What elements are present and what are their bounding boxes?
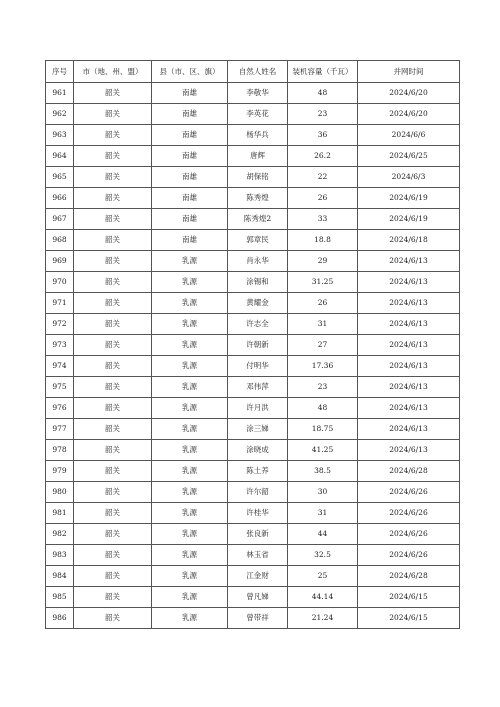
cell-county: 南雄 [152,146,228,167]
cell-county: 南雄 [152,167,228,188]
table-row [46,314,460,335]
cell-county: 乳源 [152,377,228,398]
cell-person-name: 林玉省 [228,545,288,566]
cell-capacity: 38.5 [288,461,358,482]
cell-city: 韶关 [74,503,152,524]
cell-index: 985 [46,587,74,608]
cell-capacity: 27 [288,335,358,356]
cell-city: 韶关 [74,461,152,482]
cell-county: 乳源 [152,293,228,314]
cell-grid-date: 2024/6/3 [358,167,460,188]
cell-person-name: 肖永华 [228,251,288,272]
cell-county: 乳源 [152,335,228,356]
cell-person-name: 涂三娣 [228,419,288,440]
cell-index: 968 [46,230,74,251]
cell-index: 978 [46,440,74,461]
cell-capacity: 30 [288,482,358,503]
cell-person-name: 涂锡和 [228,272,288,293]
cell-capacity: 48 [288,398,358,419]
cell-person-name: 许尔韶 [228,482,288,503]
table-row [46,104,460,125]
cell-person-name: 涂晓成 [228,440,288,461]
cell-index: 973 [46,335,74,356]
cell-capacity: 26 [288,293,358,314]
cell-city: 韶关 [74,104,152,125]
table-row [46,167,460,188]
cell-grid-date: 2024/6/20 [358,83,460,104]
table-row [46,608,460,629]
cell-index: 980 [46,482,74,503]
table-row [46,545,460,566]
cell-grid-date: 2024/6/6 [358,125,460,146]
table-row [46,293,460,314]
table-row [46,146,460,167]
cell-grid-date: 2024/6/13 [358,314,460,335]
table-row [46,398,460,419]
cell-city: 韶关 [74,83,152,104]
cell-city: 韶关 [74,314,152,335]
cell-grid-date: 2024/6/26 [358,524,460,545]
cell-county: 南雄 [152,125,228,146]
cell-index: 970 [46,272,74,293]
cell-person-name: 李英花 [228,104,288,125]
cell-capacity: 23 [288,104,358,125]
cell-county: 乳源 [152,503,228,524]
cell-city: 韶关 [74,293,152,314]
cell-city: 韶关 [74,356,152,377]
cell-index: 964 [46,146,74,167]
cell-person-name: 曾凡娣 [228,587,288,608]
table-row [46,272,460,293]
table-row [46,377,460,398]
cell-index: 962 [46,104,74,125]
cell-grid-date: 2024/6/13 [358,398,460,419]
cell-grid-date: 2024/6/28 [358,461,460,482]
cell-county: 南雄 [152,104,228,125]
cell-grid-date: 2024/6/26 [358,545,460,566]
cell-person-name: 陈秀煌 [228,188,288,209]
cell-index: 963 [46,125,74,146]
cell-capacity: 22 [288,167,358,188]
cell-city: 韶关 [74,545,152,566]
cell-index: 986 [46,608,74,629]
cell-capacity: 17.36 [288,356,358,377]
cell-capacity: 29 [288,251,358,272]
cell-city: 韶关 [74,230,152,251]
cell-index: 965 [46,167,74,188]
cell-person-name: 许志全 [228,314,288,335]
cell-grid-date: 2024/6/13 [358,356,460,377]
cell-index: 984 [46,566,74,587]
cell-capacity: 31 [288,314,358,335]
cell-capacity: 48 [288,83,358,104]
cell-city: 韶关 [74,251,152,272]
cell-grid-date: 2024/6/18 [358,230,460,251]
cell-index: 975 [46,377,74,398]
table-row [46,125,460,146]
cell-capacity: 25 [288,566,358,587]
cell-grid-date: 2024/6/13 [358,377,460,398]
cell-county: 南雄 [152,230,228,251]
cell-capacity: 26 [288,188,358,209]
cell-city: 韶关 [74,608,152,629]
table-row [46,419,460,440]
cell-index: 981 [46,503,74,524]
cell-capacity: 26.2 [288,146,358,167]
cell-index: 961 [46,83,74,104]
cell-grid-date: 2024/6/20 [358,104,460,125]
cell-capacity: 31 [288,503,358,524]
cell-city: 韶关 [74,125,152,146]
table-row [46,524,460,545]
pv-connection-table [45,60,460,629]
cell-index: 979 [46,461,74,482]
cell-grid-date: 2024/6/19 [358,209,460,230]
table-row [46,356,460,377]
cell-index: 971 [46,293,74,314]
table-row [46,251,460,272]
cell-county: 乳源 [152,440,228,461]
cell-city: 韶关 [74,440,152,461]
cell-person-name: 唐辉 [228,146,288,167]
table-row [46,440,460,461]
cell-county: 乳源 [152,587,228,608]
cell-capacity: 21.24 [288,608,358,629]
table-row [46,230,460,251]
cell-index: 974 [46,356,74,377]
cell-city: 韶关 [74,482,152,503]
cell-person-name: 邓伟萍 [228,377,288,398]
cell-grid-date: 2024/6/28 [358,566,460,587]
cell-capacity: 31.25 [288,272,358,293]
cell-person-name: 黄耀金 [228,293,288,314]
cell-grid-date: 2024/6/26 [358,503,460,524]
cell-grid-date: 2024/6/25 [358,146,460,167]
cell-capacity: 36 [288,125,358,146]
cell-county: 南雄 [152,83,228,104]
cell-county: 乳源 [152,419,228,440]
cell-capacity: 32.5 [288,545,358,566]
cell-index: 972 [46,314,74,335]
cell-index: 967 [46,209,74,230]
table-row [46,209,460,230]
cell-grid-date: 2024/6/13 [358,293,460,314]
cell-city: 韶关 [74,419,152,440]
cell-person-name: 许朝新 [228,335,288,356]
cell-index: 983 [46,545,74,566]
table-row [46,587,460,608]
cell-county: 乳源 [152,314,228,335]
cell-index: 966 [46,188,74,209]
table-row [46,566,460,587]
table-row [46,83,460,104]
cell-city: 韶关 [74,377,152,398]
cell-person-name: 曾带祥 [228,608,288,629]
cell-city: 韶关 [74,146,152,167]
cell-city: 韶关 [74,524,152,545]
cell-county: 乳源 [152,398,228,419]
cell-county: 乳源 [152,482,228,503]
table-row [46,503,460,524]
cell-grid-date: 2024/6/13 [358,272,460,293]
table-row [46,461,460,482]
cell-capacity: 18.8 [288,230,358,251]
cell-person-name: 杨华兵 [228,125,288,146]
cell-county: 乳源 [152,524,228,545]
cell-person-name: 许月洪 [228,398,288,419]
cell-capacity: 44 [288,524,358,545]
cell-city: 韶关 [74,587,152,608]
cell-person-name: 许桂华 [228,503,288,524]
cell-person-name: 江金财 [228,566,288,587]
cell-person-name: 陈土养 [228,461,288,482]
cell-grid-date: 2024/6/19 [358,188,460,209]
cell-city: 韶关 [74,272,152,293]
cell-index: 976 [46,398,74,419]
header-capacity: 装机容量（千瓦） [288,61,358,83]
cell-city: 韶关 [74,167,152,188]
cell-city: 韶关 [74,398,152,419]
header-index: 序号 [46,61,74,83]
cell-county: 南雄 [152,209,228,230]
cell-person-name: 李敬华 [228,83,288,104]
cell-capacity: 23 [288,377,358,398]
cell-county: 乳源 [152,545,228,566]
cell-city: 韶关 [74,335,152,356]
cell-person-name: 付明华 [228,356,288,377]
table-row [46,188,460,209]
header-person-name: 自然人姓名 [228,61,288,83]
cell-person-name: 胡保铭 [228,167,288,188]
cell-grid-date: 2024/6/13 [358,440,460,461]
data-table-container [45,60,460,629]
header-row [46,61,460,83]
cell-city: 韶关 [74,209,152,230]
cell-county: 乳源 [152,272,228,293]
header-city: 市（地、州、盟） [74,61,152,83]
cell-grid-date: 2024/6/15 [358,587,460,608]
cell-capacity: 18.75 [288,419,358,440]
header-county: 县（市、区、旗） [152,61,228,83]
cell-person-name: 张良新 [228,524,288,545]
cell-grid-date: 2024/6/13 [358,251,460,272]
cell-county: 南雄 [152,188,228,209]
cell-person-name: 郭章民 [228,230,288,251]
cell-county: 乳源 [152,356,228,377]
cell-capacity: 33 [288,209,358,230]
cell-grid-date: 2024/6/26 [358,482,460,503]
cell-city: 韶关 [74,566,152,587]
cell-index: 982 [46,524,74,545]
cell-grid-date: 2024/6/13 [358,335,460,356]
cell-county: 乳源 [152,608,228,629]
header-grid-date: 并网时间 [358,61,460,83]
cell-county: 乳源 [152,461,228,482]
cell-person-name: 陈秀煌2 [228,209,288,230]
cell-index: 977 [46,419,74,440]
cell-index: 969 [46,251,74,272]
cell-capacity: 44.14 [288,587,358,608]
cell-county: 乳源 [152,566,228,587]
cell-grid-date: 2024/6/13 [358,419,460,440]
table-row [46,335,460,356]
cell-county: 乳源 [152,251,228,272]
cell-city: 韶关 [74,188,152,209]
cell-capacity: 41.25 [288,440,358,461]
cell-grid-date: 2024/6/15 [358,608,460,629]
table-row [46,482,460,503]
